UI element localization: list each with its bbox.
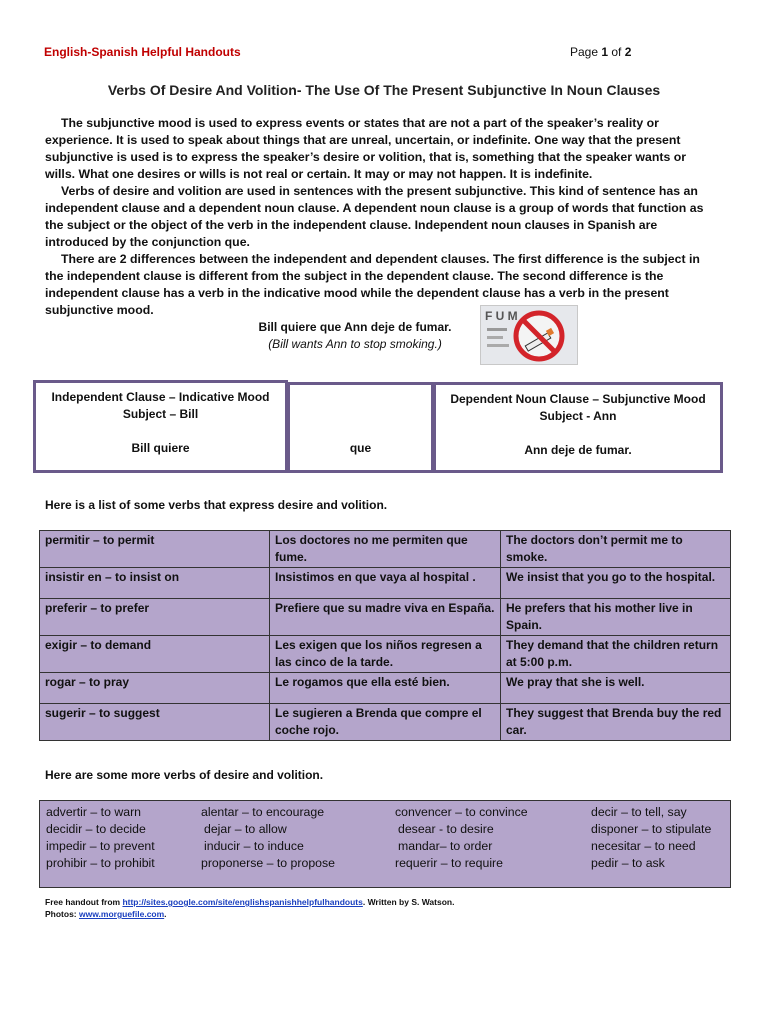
list-item: proponerse – to propose (201, 856, 335, 870)
example-english: (Bill wants Ann to stop smoking.) (268, 337, 442, 351)
more-verbs-heading: Here are some more verbs of desire and volition. (45, 768, 324, 782)
table-row (40, 704, 731, 741)
page-number: 1 (601, 45, 609, 59)
page-title: Verbs Of Desire And Volition- The Use Of The Present Subjunctive In Noun Clauses (107, 82, 661, 98)
english-translation-cell: We pray that she is well. (501, 673, 731, 704)
footer-photos-prefix: Photos: (45, 909, 79, 919)
list-item: alentar – to encourage (201, 805, 325, 819)
intro-text (45, 115, 715, 319)
list-item: desear - to desire (398, 822, 494, 836)
more-verbs-column-4 (591, 804, 711, 872)
table-row (40, 599, 731, 636)
spanish-example-cell: Insistimos en que vaya al hospital . (270, 568, 501, 599)
english-translation-cell: The doctors don’t permit me to smoke. (501, 531, 731, 568)
english-translation-cell: We insist that you go to the hospital. (501, 568, 731, 599)
verb-table (39, 530, 731, 741)
page-mid: of (608, 45, 625, 59)
list-item: decidir – to decide (46, 822, 146, 836)
no-smoking-photo (480, 305, 578, 365)
more-verbs-column-2 (201, 804, 335, 872)
footer-author: . Written by S. Watson. (362, 897, 455, 907)
dependent-clause-box (433, 382, 723, 473)
footer-line-photos (45, 908, 454, 920)
verb-cell: preferir – to prefer (40, 599, 270, 636)
table-row (40, 531, 731, 568)
footer-line-source (45, 896, 454, 908)
footer-credits (45, 896, 454, 920)
english-translation-cell: He prefers that his mother live in Spain. (501, 599, 731, 636)
list-item: disponer – to stipulate (591, 822, 712, 836)
verb-cell: sugerir – to suggest (40, 704, 270, 741)
independent-clause-box (33, 380, 288, 473)
no-smoking-sign-icon (481, 306, 577, 364)
independent-clause-heading: Independent Clause – Indicative Mood (51, 390, 270, 404)
table-row (40, 636, 731, 673)
list-item: necesitar – to need (591, 839, 696, 853)
verb-cell: rogar – to pray (40, 673, 270, 704)
dependent-clause-subject: Subject - Ann (539, 409, 617, 423)
list-item: pedir – to ask (591, 856, 665, 870)
footer-photos-suffix: . (164, 909, 167, 919)
svg-text:F U M: F U M (485, 309, 518, 323)
intro-paragraph-3: There are 2 differences between the independent and dependent clauses. The first difference is the subject in the independent clause is different from the subject in the dependent clause. The second difference is the independent clause has a verb in the indicative mood while the dependent clause has a verb in the present subjunctive mood. (45, 252, 700, 317)
page-indicator (570, 45, 631, 59)
conjunction-box (288, 382, 433, 473)
more-verbs-column-3 (395, 804, 528, 872)
example-sentence (210, 319, 500, 353)
page-total: 2 (624, 45, 632, 59)
spanish-example-cell: Le sugieren a Brenda que compre el coche rojo. (270, 704, 501, 741)
verb-list-heading: Here is a list of some verbs that express desire and volition. (45, 498, 388, 512)
table-row (40, 673, 731, 704)
list-item: mandar– to order (398, 839, 493, 853)
conjunction-text: que (349, 441, 372, 455)
handout-series-title: English-Spanish Helpful Handouts (44, 45, 241, 59)
list-item: inducir – to induce (204, 839, 304, 853)
spanish-example-cell: Los doctores no me permiten que fume. (270, 531, 501, 568)
spanish-example-cell: Le rogamos que ella esté bien. (270, 673, 501, 704)
list-item: prohibir – to prohibit (46, 856, 155, 870)
list-item: advertir – to warn (46, 805, 142, 819)
table-row (40, 568, 731, 599)
spanish-example-cell: Prefiere que su madre viva en España. (270, 599, 501, 636)
intro-paragraph-1: The subjunctive mood is used to express events or states that are not a part of the speaker’s reality or experience. It is used to speak about things that are unreal, uncertain, or indefinite. One way that the present subjunctive is used is to express the speaker’s desire or volition, that is, something that the speaker wants or wills. What one desires or wills is not real or certain. It may or may not happen. It is indefinite. (45, 116, 686, 181)
list-item: dejar – to allow (204, 822, 287, 836)
english-translation-cell: They suggest that Brenda buy the red car. (501, 704, 731, 741)
more-verbs-box (39, 800, 731, 888)
verb-cell: exigir – to demand (40, 636, 270, 673)
handout-site-link[interactable]: http://sites.google.com/site/englishspanishhelpfulhandouts (122, 897, 363, 907)
independent-clause-subject: Subject – Bill (122, 407, 199, 421)
english-translation-cell: They demand that the children return at 5:00 p.m. (501, 636, 731, 673)
example-spanish: Bill quiere que Ann deje de fumar. (258, 320, 452, 334)
list-item: impedir – to prevent (46, 839, 155, 853)
independent-clause-text: Bill quiere (131, 441, 190, 455)
list-item: decir – to tell, say (591, 805, 687, 819)
intro-paragraph-2: Verbs of desire and volition are used in sentences with the present subjunctive. This kind of sentence has an independent clause and a dependent noun clause. A dependent noun clause is a group of words that function as the subject or the object of the verb in the independent clause. Independent noun clauses in Spanish are introduced by the conjunction que. (45, 184, 704, 249)
page-prefix: Page (570, 45, 602, 59)
spanish-example-cell: Les exigen que los niños regresen a las cinco de la tarde. (270, 636, 501, 673)
list-item: convencer – to convince (395, 805, 528, 819)
verb-cell: permitir – to permit (40, 531, 270, 568)
footer-source-prefix: Free handout from (45, 897, 123, 907)
more-verbs-column-1 (46, 804, 155, 872)
list-item: requerir – to require (395, 856, 503, 870)
morguefile-link[interactable]: www.morguefile.com (79, 909, 165, 919)
dependent-clause-heading: Dependent Noun Clause – Subjunctive Mood (450, 392, 706, 406)
verb-cell: insistir en – to insist on (40, 568, 270, 599)
dependent-clause-text: Ann deje de fumar. (524, 443, 632, 457)
